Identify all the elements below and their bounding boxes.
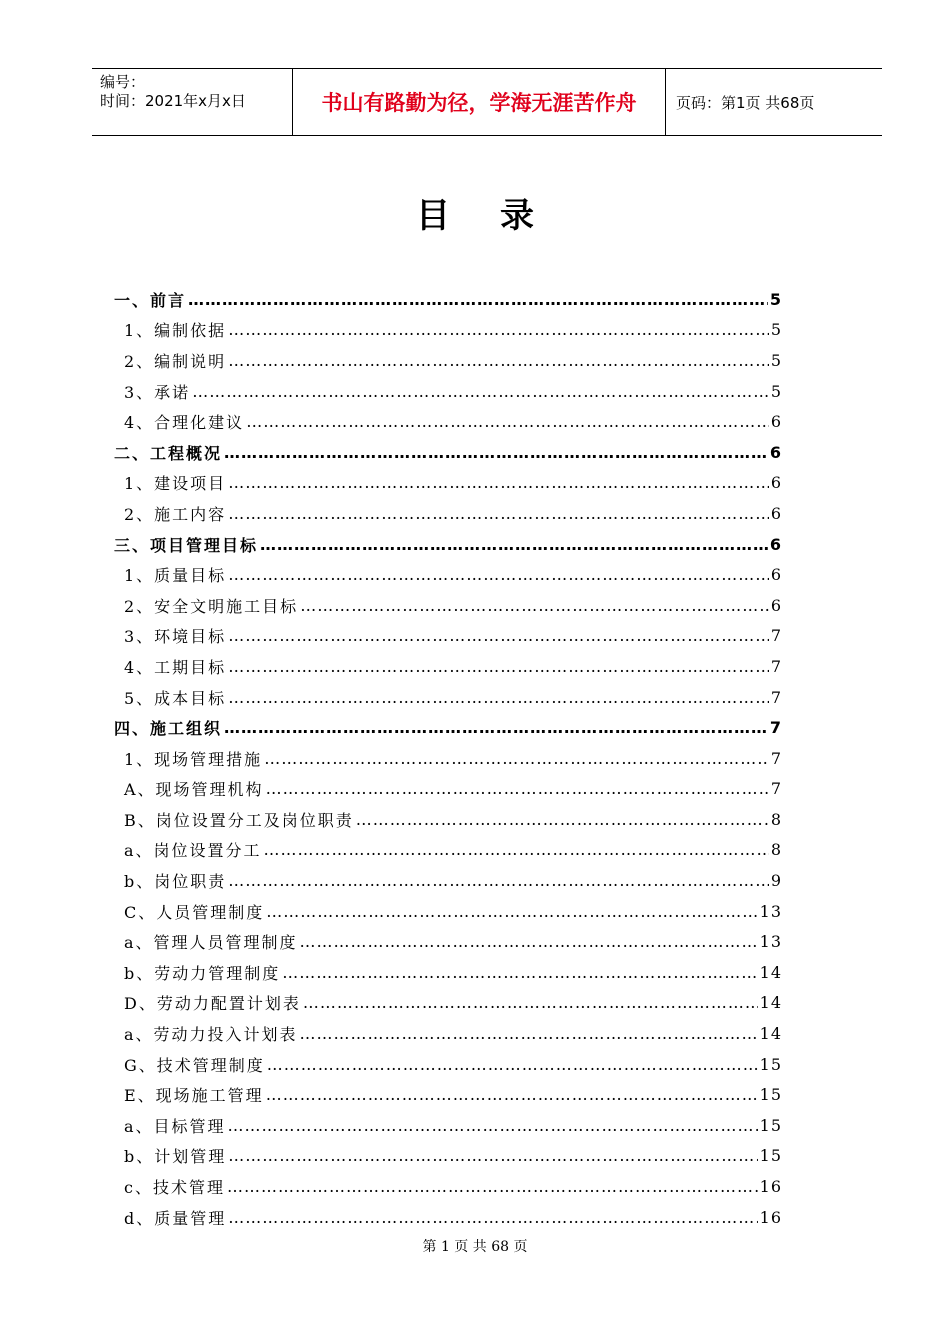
toc-leader-dots: [246, 412, 769, 431]
toc-entry-label: b、劳动力管理制度: [124, 963, 281, 983]
toc-entry[interactable]: [114, 529, 782, 560]
toc-entry-label: C、人员管理制度: [124, 902, 265, 922]
toc-leader-dots: [227, 1177, 758, 1196]
toc-leader-dots: [264, 840, 769, 859]
page-title: 目录: [416, 196, 584, 236]
toc-entry-label: 三、项目管理目标: [114, 535, 259, 555]
number-label: 编号：: [100, 73, 146, 91]
toc-leader-dots: [228, 871, 769, 890]
table-of-contents: [114, 284, 782, 1232]
toc-entry[interactable]: [114, 743, 782, 774]
toc-entry-page: 7: [770, 687, 782, 707]
toc-leader-dots: [266, 779, 769, 798]
toc-entry[interactable]: [114, 1171, 782, 1202]
toc-leader-dots: [228, 1146, 757, 1165]
toc-entry-page: 5: [770, 320, 782, 340]
toc-entry-page: 5: [770, 381, 782, 401]
toc-entry-label: b、计划管理: [124, 1147, 227, 1167]
toc-entry-label: G、技术管理制度: [124, 1055, 265, 1075]
toc-entry-page: 15: [759, 1115, 782, 1135]
toc-entry[interactable]: [114, 865, 782, 896]
toc-leader-dots: [228, 626, 769, 645]
toc-entry-page: 7: [769, 718, 782, 738]
toc-entry-label: 二、工程概况: [114, 443, 223, 463]
toc-entry-label: a、岗位设置分工: [124, 841, 262, 861]
toc-entry-label: 5、成本目标: [124, 688, 227, 708]
toc-entry-label: 1、现场管理措施: [124, 749, 263, 769]
toc-entry[interactable]: [114, 835, 782, 866]
toc-leader-dots: [228, 565, 769, 584]
toc-entry[interactable]: [114, 926, 782, 957]
time-label: 时间：2021年x月x日: [100, 92, 246, 110]
toc-entry-page: 6: [769, 442, 782, 462]
toc-entry-page: 5: [770, 350, 782, 370]
header-motto-cell: [293, 69, 666, 135]
toc-leader-dots: [266, 902, 757, 921]
toc-entry-page: 8: [770, 840, 782, 860]
toc-leader-dots: [192, 382, 769, 401]
toc-entry-label: a、劳动力投入计划表: [124, 1025, 298, 1045]
toc-entry[interactable]: [114, 651, 782, 682]
toc-entry-page: 7: [770, 626, 782, 646]
toc-leader-dots: [266, 1085, 758, 1104]
toc-entry-label: 1、编制依据: [124, 321, 227, 341]
toc-leader-dots: [228, 688, 769, 707]
toc-leader-dots: [224, 443, 768, 462]
toc-leader-dots: [300, 596, 769, 615]
toc-entry[interactable]: [114, 957, 782, 988]
toc-entry[interactable]: [114, 1202, 782, 1233]
toc-entry-page: 14: [759, 1024, 782, 1044]
toc-entry-page: 6: [770, 595, 782, 615]
toc-entry-page: 6: [770, 473, 782, 493]
toc-entry-page: 6: [770, 565, 782, 585]
toc-leader-dots: [267, 1055, 758, 1074]
toc-entry-label: 4、合理化建议: [124, 413, 245, 433]
header-page-cell: [666, 69, 882, 135]
toc-entry-page: 6: [769, 534, 782, 554]
toc-entry-page: 16: [759, 1177, 782, 1197]
toc-entry-label: 1、建设项目: [124, 474, 227, 494]
toc-leader-dots: [228, 320, 769, 339]
toc-leader-dots: [228, 351, 769, 370]
toc-entry-page: 8: [770, 809, 782, 829]
toc-entry-page: 14: [759, 993, 782, 1013]
toc-entry-label: A、现场管理机构: [124, 780, 264, 800]
toc-entry-label: D、劳动力配置计划表: [124, 994, 301, 1014]
toc-leader-dots: [260, 535, 768, 554]
toc-entry-page: 5: [769, 289, 782, 309]
toc-entry[interactable]: [114, 1079, 782, 1110]
toc-entry[interactable]: [114, 284, 782, 315]
toc-entry-label: 一、前言: [114, 290, 187, 310]
toc-entry[interactable]: [114, 682, 782, 713]
toc-entry[interactable]: [114, 1110, 782, 1141]
toc-entry-page: 6: [770, 412, 782, 432]
toc-entry-page: 16: [759, 1207, 782, 1227]
toc-entry-label: 2、编制说明: [124, 351, 227, 371]
toc-entry[interactable]: [114, 896, 782, 927]
toc-leader-dots: [228, 1208, 757, 1227]
toc-entry[interactable]: [114, 712, 782, 743]
toc-entry-label: E、现场施工管理: [124, 1086, 264, 1106]
page-info: 页码：第1页 共68页: [676, 93, 815, 112]
header-meta-cell: [92, 69, 293, 135]
toc-entry-page: 15: [759, 1054, 782, 1074]
toc-entry-label: a、管理人员管理制度: [124, 933, 298, 953]
toc-entry[interactable]: [114, 1141, 782, 1172]
toc-leader-dots: [282, 963, 757, 982]
toc-leader-dots: [356, 810, 769, 829]
page-footer: 第 1 页 共 68 页: [422, 1239, 528, 1255]
toc-leader-dots: [228, 1116, 758, 1135]
document-header: [92, 68, 882, 136]
toc-leader-dots: [300, 1024, 758, 1043]
toc-entry-label: 1、质量目标: [124, 566, 227, 586]
motto-text: 书山有路勤为径，学海无涯苦作舟: [321, 91, 637, 115]
toc-entry-label: 2、安全文明施工目标: [124, 596, 299, 616]
toc-entry[interactable]: [114, 621, 782, 652]
toc-leader-dots: [228, 504, 769, 523]
toc-entry-page: 7: [770, 748, 782, 768]
toc-entry[interactable]: [114, 376, 782, 407]
toc-leader-dots: [228, 657, 769, 676]
toc-entry[interactable]: [114, 1049, 782, 1080]
toc-entry[interactable]: [114, 559, 782, 590]
toc-entry-page: 6: [770, 503, 782, 523]
toc-entry[interactable]: [114, 345, 782, 376]
toc-entry-label: 四、施工组织: [114, 719, 223, 739]
toc-entry[interactable]: [114, 315, 782, 346]
toc-entry[interactable]: [114, 590, 782, 621]
toc-entry-page: 7: [770, 656, 782, 676]
toc-entry[interactable]: [114, 406, 782, 437]
toc-leader-dots: [300, 932, 758, 951]
toc-entry[interactable]: [114, 988, 782, 1019]
toc-entry-label: d、质量管理: [124, 1208, 227, 1228]
toc-leader-dots: [188, 290, 768, 309]
toc-entry-label: a、目标管理: [124, 1116, 226, 1136]
toc-entry[interactable]: [114, 774, 782, 805]
toc-entry-label: 3、环境目标: [124, 627, 227, 647]
toc-leader-dots: [264, 749, 769, 768]
toc-entry[interactable]: [114, 804, 782, 835]
toc-entry-page: 9: [770, 871, 782, 891]
toc-leader-dots: [224, 718, 768, 737]
toc-entry[interactable]: [114, 437, 782, 468]
toc-entry-page: 15: [759, 1146, 782, 1166]
toc-entry-label: b、岗位职责: [124, 872, 227, 892]
toc-entry-label: 3、承诺: [124, 382, 191, 402]
toc-leader-dots: [303, 993, 758, 1012]
toc-entry[interactable]: [114, 468, 782, 499]
toc-entry-label: 2、施工内容: [124, 504, 227, 524]
toc-entry-label: B、岗位设置分工及岗位职责: [124, 810, 354, 830]
toc-entry-label: c、技术管理: [124, 1178, 225, 1198]
toc-entry-page: 15: [759, 1085, 782, 1105]
toc-entry-page: 7: [770, 779, 782, 799]
toc-entry-page: 13: [759, 901, 782, 921]
toc-entry-label: 4、工期目标: [124, 657, 227, 677]
toc-leader-dots: [228, 473, 769, 492]
toc-entry[interactable]: [114, 498, 782, 529]
toc-entry-page: 14: [759, 962, 782, 982]
toc-entry-page: 13: [759, 932, 782, 952]
toc-entry[interactable]: [114, 1018, 782, 1049]
